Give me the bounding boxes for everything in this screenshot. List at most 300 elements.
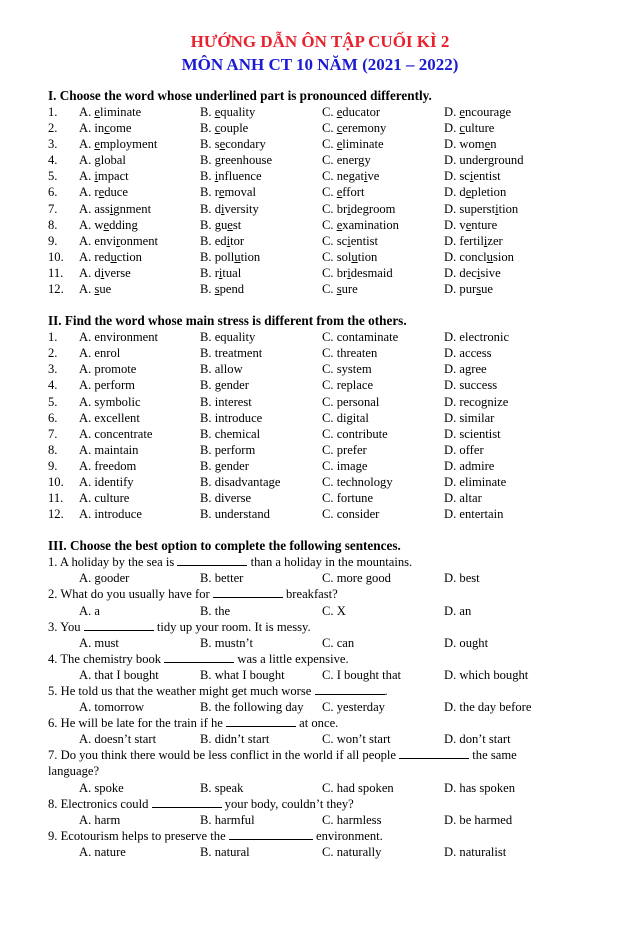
option-c: C. image bbox=[322, 458, 368, 473]
option-c bbox=[322, 168, 379, 184]
question-number: 1. bbox=[48, 105, 58, 119]
option-a: A. excellent bbox=[79, 410, 140, 425]
question-row bbox=[48, 184, 600, 200]
underlined-part: c bbox=[214, 121, 221, 136]
option-d bbox=[444, 281, 493, 297]
underlined-part: e bbox=[465, 217, 472, 232]
option-prefix: A. bbox=[79, 169, 95, 184]
option-suffix: tual bbox=[222, 265, 242, 280]
option-a: A. doesn’t start bbox=[79, 732, 157, 747]
underlined-part: i bbox=[94, 169, 98, 184]
worksheet-title: HƯỚNG DẪN ÔN TẬP CUỐI KÌ 2 bbox=[190, 32, 450, 51]
underlined-part: i bbox=[226, 233, 231, 248]
question-number: 10. bbox=[48, 474, 64, 489]
option-suffix: sive bbox=[480, 265, 501, 280]
option-a: A. promote bbox=[79, 362, 137, 377]
question-number: 4. bbox=[48, 153, 58, 168]
option-a: A. culture bbox=[79, 491, 130, 506]
option-d bbox=[444, 104, 511, 120]
answer-options bbox=[48, 812, 600, 828]
option-suffix: versity bbox=[224, 201, 259, 216]
answer-blank bbox=[84, 619, 154, 631]
question-row bbox=[48, 490, 600, 506]
option-a: A. symbolic bbox=[79, 394, 141, 409]
question-row bbox=[48, 201, 600, 217]
option-a bbox=[79, 104, 141, 120]
option-a: A. harm bbox=[79, 812, 121, 827]
underlined-part: i bbox=[347, 265, 351, 280]
option-suffix: mployment bbox=[100, 137, 158, 152]
option-suffix: duce bbox=[104, 185, 128, 200]
option-d: D. naturalist bbox=[444, 844, 507, 859]
underlined-part: e bbox=[218, 185, 225, 200]
option-c bbox=[322, 281, 358, 297]
question-before: 6. He will be late for the train if he bbox=[48, 716, 226, 731]
option-prefix: B. s bbox=[200, 137, 220, 152]
question-row bbox=[48, 136, 600, 152]
underlined-part: i bbox=[476, 265, 481, 280]
option-a bbox=[79, 120, 131, 136]
question-row bbox=[48, 233, 600, 249]
option-d: D. scientist bbox=[444, 426, 501, 441]
option-c bbox=[322, 152, 371, 168]
option-d bbox=[444, 152, 524, 168]
option-a bbox=[79, 233, 158, 249]
option-d bbox=[444, 136, 496, 152]
option-b: B. didn’t start bbox=[200, 732, 270, 747]
section-pronunciation bbox=[48, 88, 600, 297]
question-after: than a holiday in the mountains. bbox=[247, 555, 413, 570]
question-number: 2. bbox=[48, 121, 58, 136]
option-suffix: sion bbox=[492, 249, 514, 264]
option-b: B. natural bbox=[200, 844, 250, 859]
option-d: D. altar bbox=[444, 491, 482, 506]
option-b: B. better bbox=[200, 571, 244, 586]
option-c: C. had spoken bbox=[322, 780, 394, 795]
option-c bbox=[322, 217, 399, 233]
option-prefix: A. envi bbox=[79, 233, 117, 248]
option-a bbox=[79, 184, 128, 200]
underlined-part: i bbox=[100, 265, 105, 280]
option-prefix: D. bbox=[444, 121, 460, 136]
worksheet-page bbox=[0, 30, 640, 935]
option-suffix: round bbox=[494, 153, 524, 168]
option-c: C. harmless bbox=[322, 812, 382, 827]
option-prefix: B. ed bbox=[200, 233, 227, 248]
option-suffix: ue bbox=[481, 282, 493, 297]
underlined-part: e bbox=[336, 217, 343, 232]
option-prefix: D. v bbox=[444, 217, 466, 232]
option-a: A. gooder bbox=[79, 571, 130, 586]
option-suffix: onment bbox=[120, 233, 159, 248]
option-d: D. an bbox=[444, 603, 472, 618]
option-c: C. won’t start bbox=[322, 732, 391, 747]
answer-options bbox=[48, 635, 600, 651]
option-prefix: A. bbox=[79, 153, 95, 168]
question-text bbox=[48, 796, 600, 812]
option-b bbox=[200, 136, 266, 152]
option-d: D. best bbox=[444, 571, 480, 586]
option-suffix: ue bbox=[99, 282, 112, 297]
underlined-part: i bbox=[469, 169, 474, 184]
option-suffix: y bbox=[364, 153, 371, 168]
option-c: C. can bbox=[322, 635, 355, 650]
option-suffix: st bbox=[232, 217, 242, 232]
option-c bbox=[322, 249, 377, 265]
question-before: 5. He told us that the weather might get much worse bbox=[48, 684, 315, 698]
question-before: 9. Ecotourism helps to preserve the bbox=[48, 828, 229, 843]
option-suffix: ulture bbox=[465, 121, 495, 136]
option-prefix: C. sol bbox=[322, 249, 352, 264]
option-prefix: C. bbox=[322, 282, 337, 297]
question-row bbox=[48, 281, 600, 297]
option-c: C. replace bbox=[322, 378, 374, 393]
option-suffix: ome bbox=[109, 121, 132, 136]
option-prefix: A. bbox=[79, 105, 95, 119]
option-b: B. mustn’t bbox=[200, 635, 253, 650]
question-number: 9. bbox=[48, 233, 58, 248]
question-row bbox=[48, 377, 600, 393]
option-suffix: ure bbox=[341, 282, 358, 297]
option-d bbox=[444, 249, 514, 265]
option-prefix: C. ener bbox=[322, 153, 359, 168]
option-b bbox=[200, 201, 259, 217]
option-prefix: C. br bbox=[322, 201, 348, 216]
underlined-part: e bbox=[219, 137, 226, 152]
answer-options bbox=[48, 603, 600, 619]
underlined-part: r bbox=[116, 233, 121, 248]
option-b bbox=[200, 281, 244, 297]
underlined-part: g bbox=[358, 153, 365, 168]
answer-blank bbox=[164, 651, 234, 663]
underlined-part: e bbox=[484, 137, 491, 152]
option-suffix: n bbox=[490, 137, 497, 152]
underlined-part: i bbox=[347, 233, 351, 248]
option-prefix: A. w bbox=[79, 217, 104, 232]
underlined-part: e bbox=[459, 105, 465, 119]
option-suffix: degroom bbox=[350, 201, 396, 216]
underlined-part: e bbox=[94, 105, 100, 119]
underlined-part: g bbox=[214, 153, 221, 168]
underlined-part: i bbox=[109, 201, 114, 216]
option-a bbox=[79, 136, 157, 152]
question-after: tidy up your room. It is messy. bbox=[153, 619, 311, 634]
underlined-part: i bbox=[221, 201, 225, 216]
option-prefix: B. bbox=[200, 169, 215, 184]
question-before: 3. You bbox=[48, 619, 84, 634]
option-b: B. introduce bbox=[200, 410, 263, 425]
question-text bbox=[48, 554, 600, 570]
underlined-part: e bbox=[98, 185, 105, 200]
option-b bbox=[200, 217, 241, 233]
question-text bbox=[48, 747, 600, 763]
option-suffix: nture bbox=[471, 217, 498, 232]
underlined-part: e bbox=[94, 137, 100, 152]
option-c: C. digital bbox=[322, 410, 369, 425]
question-before: 4. The chemistry book bbox=[48, 651, 165, 666]
option-d: D. agree bbox=[444, 362, 487, 377]
option-d: D. eliminate bbox=[444, 474, 507, 489]
option-suffix: tion bbox=[357, 249, 378, 264]
option-c: C. naturally bbox=[322, 844, 382, 859]
underlined-part: c bbox=[104, 121, 110, 136]
option-suffix: ffort bbox=[342, 185, 365, 200]
option-suffix: ction bbox=[116, 249, 142, 264]
answer-options bbox=[48, 570, 600, 586]
answer-options bbox=[48, 844, 600, 860]
question-before: 2. What do you usually have for bbox=[48, 587, 213, 602]
option-prefix: D. under bbox=[444, 153, 488, 168]
option-d: D. which bought bbox=[444, 667, 529, 682]
option-suffix: desmaid bbox=[350, 265, 393, 280]
option-prefix: C. br bbox=[322, 265, 348, 280]
option-b: B. the following day bbox=[200, 700, 304, 715]
answer-blank bbox=[152, 796, 222, 808]
option-d: D. be harmed bbox=[444, 812, 513, 827]
answer-blank bbox=[226, 715, 296, 727]
section-sentences bbox=[48, 538, 600, 860]
question-text bbox=[48, 715, 600, 731]
option-b: B. treatment bbox=[200, 346, 263, 361]
option-prefix: B. gu bbox=[200, 217, 228, 232]
option-prefix: D. sc bbox=[444, 169, 470, 184]
question-row bbox=[48, 329, 600, 345]
option-c bbox=[322, 104, 380, 120]
underlined-part: u bbox=[486, 249, 493, 264]
underlined-part: u bbox=[234, 249, 241, 264]
question-number: 7. bbox=[48, 426, 58, 441]
option-prefix: A. r bbox=[79, 185, 99, 200]
option-prefix: B. bbox=[200, 105, 215, 119]
question-row bbox=[48, 426, 600, 442]
option-c bbox=[322, 265, 393, 281]
underlined-part: e bbox=[336, 105, 343, 119]
option-suffix: liminate bbox=[100, 105, 142, 119]
question-number: 11. bbox=[48, 491, 64, 506]
question-row bbox=[48, 458, 600, 474]
underlined-part: g bbox=[487, 153, 495, 168]
question-number: 12. bbox=[48, 282, 64, 297]
option-d: D. recognize bbox=[444, 394, 509, 409]
question-number: 5. bbox=[48, 394, 58, 409]
option-prefix: B. bbox=[200, 121, 215, 136]
option-c bbox=[322, 120, 386, 136]
question-after: . bbox=[384, 684, 388, 698]
question-after: was a little expensive. bbox=[234, 651, 349, 666]
question-number: 4. bbox=[48, 378, 58, 393]
option-b bbox=[200, 233, 244, 249]
underlined-part: e bbox=[465, 185, 472, 200]
option-c: C. I bought that bbox=[322, 667, 402, 682]
option-suffix: pletion bbox=[471, 185, 507, 200]
question-row bbox=[48, 152, 600, 168]
answer-options bbox=[48, 667, 600, 683]
option-d bbox=[444, 120, 494, 136]
option-c: C. contaminate bbox=[322, 330, 399, 345]
option-a: A. freedom bbox=[79, 458, 137, 473]
answer-blank bbox=[177, 554, 247, 566]
question-number: 2. bbox=[48, 346, 58, 361]
question-row bbox=[48, 345, 600, 361]
section-heading: III. Choose the best option to complete the following sentences. bbox=[48, 538, 401, 554]
question-row bbox=[48, 120, 600, 136]
option-a: A. tomorrow bbox=[79, 700, 145, 715]
question-before: 7. Do you think there would be less conflict in the world if all people bbox=[48, 748, 400, 763]
option-prefix: B. bbox=[200, 153, 215, 168]
option-d bbox=[444, 233, 503, 249]
question-row bbox=[48, 410, 600, 426]
option-a bbox=[79, 249, 142, 265]
option-prefix: D. superst bbox=[444, 201, 496, 216]
question-number: 8. bbox=[48, 442, 58, 457]
option-d: D. success bbox=[444, 378, 498, 393]
underlined-part: u bbox=[351, 249, 358, 264]
option-a: A. perform bbox=[79, 378, 135, 393]
question-row bbox=[48, 265, 600, 281]
question-number: 9. bbox=[48, 458, 58, 473]
option-d: D. admire bbox=[444, 458, 495, 473]
option-c bbox=[322, 201, 395, 217]
underlined-part: i bbox=[483, 233, 488, 248]
option-b: B. equality bbox=[200, 330, 256, 345]
option-b bbox=[200, 249, 260, 265]
question-row bbox=[48, 474, 600, 490]
question-text bbox=[48, 683, 600, 699]
question-number: 1. bbox=[48, 330, 58, 345]
option-suffix: zer bbox=[487, 233, 503, 248]
option-prefix: D. d bbox=[444, 185, 466, 200]
pronunciation-rows bbox=[48, 104, 600, 297]
option-b: B. gender bbox=[200, 378, 249, 393]
option-c: C. more good bbox=[322, 571, 391, 586]
option-b bbox=[200, 168, 262, 184]
option-suffix: dding bbox=[109, 217, 138, 232]
option-prefix: A. bbox=[79, 282, 95, 297]
option-suffix: lobal bbox=[100, 153, 126, 168]
underlined-part: e bbox=[103, 217, 110, 232]
option-c: C. system bbox=[322, 362, 372, 377]
option-suffix: nfluence bbox=[218, 169, 262, 184]
option-a: A. introduce bbox=[79, 507, 142, 522]
option-a: A. that I bought bbox=[79, 667, 159, 682]
section-heading: I. Choose the word whose underlined part is pronounced differently. bbox=[48, 88, 432, 103]
option-d bbox=[444, 168, 501, 184]
option-d: D. entertain bbox=[444, 507, 504, 522]
option-d: D. has spoken bbox=[444, 780, 516, 795]
answer-blank bbox=[315, 683, 385, 695]
option-b bbox=[200, 120, 248, 136]
underlined-part: e bbox=[227, 217, 233, 232]
option-b: B. what I bought bbox=[200, 667, 285, 682]
option-prefix: A. d bbox=[79, 265, 101, 280]
option-suffix: tion bbox=[498, 201, 519, 216]
option-a bbox=[79, 265, 131, 281]
option-d bbox=[444, 201, 518, 217]
section-stress bbox=[48, 313, 600, 522]
worksheet-subtitle: MÔN ANH CT 10 NĂM (2021 – 2022) bbox=[181, 55, 459, 74]
question-row bbox=[48, 442, 600, 458]
option-prefix: B. d bbox=[200, 201, 221, 216]
question-number: 3. bbox=[48, 137, 58, 152]
option-b: B. chemical bbox=[200, 426, 261, 441]
option-a: A. nature bbox=[79, 844, 126, 859]
question-row bbox=[48, 104, 600, 120]
option-suffix: pend bbox=[219, 282, 245, 297]
question-text-continued: language? bbox=[48, 764, 100, 779]
underlined-part: c bbox=[459, 121, 465, 136]
option-prefix: B. poll bbox=[200, 249, 235, 264]
option-prefix: A. ass bbox=[79, 201, 110, 216]
option-a: A. environment bbox=[79, 330, 159, 345]
question-row bbox=[48, 217, 600, 233]
option-d: D. similar bbox=[444, 410, 495, 425]
underlined-part: i bbox=[347, 201, 351, 216]
underlined-part: s bbox=[214, 282, 220, 297]
option-d: D. don’t start bbox=[444, 732, 511, 747]
question-text bbox=[48, 828, 600, 844]
option-b: B. the bbox=[200, 603, 231, 618]
option-c: C. contribute bbox=[322, 426, 388, 441]
section-heading: II. Find the word whose main stress is different from the others. bbox=[48, 313, 407, 329]
option-prefix: A. bbox=[79, 137, 95, 152]
option-a: A. concentrate bbox=[79, 426, 153, 441]
question-text bbox=[48, 619, 600, 635]
option-a: A. a bbox=[79, 603, 100, 618]
option-prefix: B. bbox=[200, 282, 215, 297]
option-a: A. enrol bbox=[79, 346, 121, 361]
option-prefix: D. pur bbox=[444, 282, 477, 297]
option-d bbox=[444, 265, 501, 281]
question-after: the same bbox=[469, 748, 517, 763]
option-c: C. yesterday bbox=[322, 700, 385, 715]
underlined-part: e bbox=[336, 185, 343, 200]
option-b: B. harmful bbox=[200, 812, 255, 827]
option-c: C. X bbox=[322, 603, 346, 618]
underlined-part: i bbox=[363, 169, 368, 184]
option-suffix: ouple bbox=[220, 121, 249, 136]
option-prefix: C. sc bbox=[322, 233, 348, 248]
option-b: B. speak bbox=[200, 780, 244, 795]
option-suffix: moval bbox=[224, 185, 256, 200]
underlined-part: c bbox=[336, 121, 343, 136]
option-prefix: D. bbox=[444, 105, 460, 119]
option-prefix: C. bbox=[322, 185, 337, 200]
option-b: B. gender bbox=[200, 458, 249, 473]
option-a bbox=[79, 201, 151, 217]
option-prefix: A. in bbox=[79, 121, 105, 136]
question-row bbox=[48, 506, 600, 522]
option-b: B. diverse bbox=[200, 491, 252, 506]
option-suffix: condary bbox=[225, 137, 266, 152]
answer-blank bbox=[213, 586, 283, 598]
question-number: 8. bbox=[48, 217, 58, 232]
question-number: 11. bbox=[48, 265, 64, 280]
question-number: 3. bbox=[48, 362, 58, 377]
question-number: 6. bbox=[48, 185, 58, 200]
underlined-part: g bbox=[94, 153, 101, 168]
option-prefix: C. negat bbox=[322, 169, 364, 184]
option-prefix: C. bbox=[322, 105, 337, 119]
option-suffix: eremony bbox=[342, 121, 387, 136]
option-c: C. prefer bbox=[322, 442, 367, 457]
option-prefix: D. wom bbox=[444, 137, 485, 152]
sentence-questions bbox=[48, 554, 600, 860]
answer-blank bbox=[229, 828, 313, 840]
answer-blank bbox=[399, 747, 469, 759]
option-b: B. interest bbox=[200, 394, 252, 409]
option-suffix: reenhouse bbox=[221, 153, 273, 168]
question-text bbox=[48, 586, 600, 602]
